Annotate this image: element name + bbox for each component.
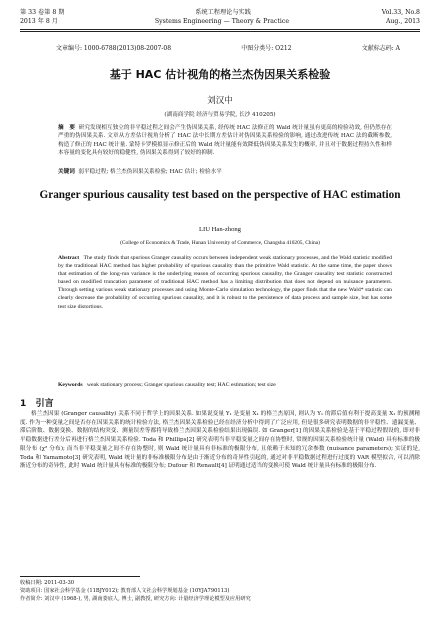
abstract-label-cn: 摘 要 bbox=[58, 125, 75, 131]
fund-info: 资助项目: 国家社会科学基金 (11BJY012); 教育部人文社会科学规划基金 (10YJA790113) bbox=[20, 588, 230, 594]
keywords-label-en: Keywords bbox=[58, 382, 83, 388]
abstract-text-en: The study finds that spurious Granger causality occurs between independent weak stationary processes, and the Wald statistic modified by the traditional HAC method has higher probability of spurious causality than the primitive Wald statistic. At the same time, the paper shows that estimation of the long-run variance is the underlying reason of occurring spurious causality, the Granger causality test statistic constructed based on modified truncation parameter of traditional HAC method has a limiting distribution that does not depend on nuisance parameters. Through setting various weak stationary processes and using Monte-Carlo simulation technology, the paper finds that the new Wald* statistic can clearly decrease the probability of occurring spurious causality, and it is robust to the persistence of data process and sample size, but has some test size distortions. bbox=[58, 255, 392, 310]
keywords-label-cn: 关键词 bbox=[58, 169, 75, 175]
author-cn: 刘汉中 bbox=[207, 96, 233, 106]
affiliation-cn: (湖南商学院 经济与贸易学院, 长沙 410205) bbox=[164, 112, 276, 118]
abstract-text-cn: 研究发现相互独立的非平稳过程之间会产生伪因果关系, 经传统 HAC 法修正的 Wald 统计量虽有更高的检验功效, 但仍然存在严重的伪因果关系. 文章从方差估计视角分析了 HAC 法中长期方差估计对伪因果关系检验的影响, 通过改进传统 HAC 法的截断参数, 构造了修正的 HAC 统计量. 蒙特卡罗模拟显示修正后的 Wald 统计量能有效降低伪因果关系发生的概率, 并且对于数据过程持久性和样本容量的变化具有较好的稳健性, 伪因果关系得到了较好的抑制. bbox=[58, 125, 392, 157]
section-title: 引言 bbox=[35, 399, 54, 409]
journal-name-en: Systems Engineering — Theory & Practice bbox=[154, 18, 289, 25]
clc-number: 中图分类号: O212 bbox=[241, 45, 292, 52]
journal-name-cn: 系统工程理论与实践 bbox=[195, 9, 251, 16]
header-rule-top bbox=[20, 29, 420, 30]
section-body: 格兰杰因果 (Granger causality) 关系不同于哲学上的因果关系. 如果说变量 Y₁ 是变量 X₁ 的格兰杰原因, 则认为 Y₁ 的滞后值有利于提高变量 X₁ 的预测精度. 作为一种变量之间是否存在因果关系的统计检验方法, 格兰杰因果关系检验已经在经济分析中得到了广泛应用, 但是很多研究表明数据的非平稳性、遗漏变量、滞后阶数、数据变换、数据的结构突变、测量误差等都将导致格兰杰因果关系检验结果出现偏误. 如 Granger[1] 的因果关系检验是基于平稳过程假设的, 即对非平稳数据进行差分后再进行格兰杰因果关系检验. Toda 和 Phillips[2] 研究表明当非平稳变量之间存在协整时, 常规的因果关系检验统计量 (Wald) 具有标准的极限分布 (χ² 分布); 而当非平稳变量之间不存在协整时, 则 Wald 统计量具有非标准的极限分布, 且依赖于未知的冗余参数 (nuisance parameters); 实证的是, Toda 和 Yamamoto[3] 研究表明, Wald 统计量的非标准极限分布是由于渐近分布的奇异性引起的, 通过对非平稳数据过程进行过度的 VAR 模型拟合, 可以消除渐近分布的奇异性, 此时 Wald 统计量具有标准的极限分布; Dufour 和 Renault[4] 证明通过适当的变换可使 Wald 统计量具有标准的极限分布. bbox=[20, 411, 420, 470]
abstract-label-en: Abstract bbox=[58, 255, 80, 261]
keywords-text-cn: 弱平稳过程; 格兰杰伪因果关系检验; HAC 估计; 检验水平 bbox=[78, 169, 222, 175]
article-id: 文章编号: 1000-6788(2013)08-2007-08 bbox=[56, 45, 172, 52]
footnote-rule bbox=[20, 576, 140, 577]
received-date: 收稿日期: 2011-03-30 bbox=[20, 580, 75, 586]
abstract-en bbox=[58, 254, 392, 311]
header-rule-bottom bbox=[20, 31, 420, 32]
title-cn: 基于 HAC 估计视角的格兰杰伪因果关系检验 bbox=[109, 68, 331, 81]
keywords-text-en: weak stationary process; Granger spurious causality test; HAC estimation; test size bbox=[86, 382, 276, 388]
section-heading bbox=[20, 396, 54, 409]
title-en: Granger spurious causality test based on the perspective of HAC estimation bbox=[39, 189, 401, 201]
document-code: 文献标志码: A bbox=[361, 45, 400, 52]
section-number: 1 bbox=[20, 399, 27, 409]
keywords-en bbox=[58, 381, 392, 389]
author-bio: 作者简介: 刘汉中 (1968-), 男, 湖南娄底人, 博士, 副教授, 研究方向: 计量经济学理论模型及应用研究 bbox=[20, 596, 251, 602]
keywords-cn bbox=[58, 168, 392, 176]
date-cn: 2013 年 8 月 bbox=[20, 18, 58, 25]
volume-issue-cn: 第 33 卷第 8 期 bbox=[20, 9, 65, 16]
footnote bbox=[20, 576, 420, 603]
abstract-cn bbox=[58, 124, 392, 158]
date-en: Aug., 2013 bbox=[385, 18, 420, 25]
running-header bbox=[20, 8, 420, 26]
article-meta bbox=[56, 43, 400, 52]
volume-issue-en: Vol.33, No.8 bbox=[381, 9, 420, 16]
author-en: LIU Han-zhong bbox=[199, 226, 241, 233]
affiliation-en: (College of Economics & Trade, Hunan University of Commerce, Changsha 410205, China) bbox=[120, 240, 320, 246]
